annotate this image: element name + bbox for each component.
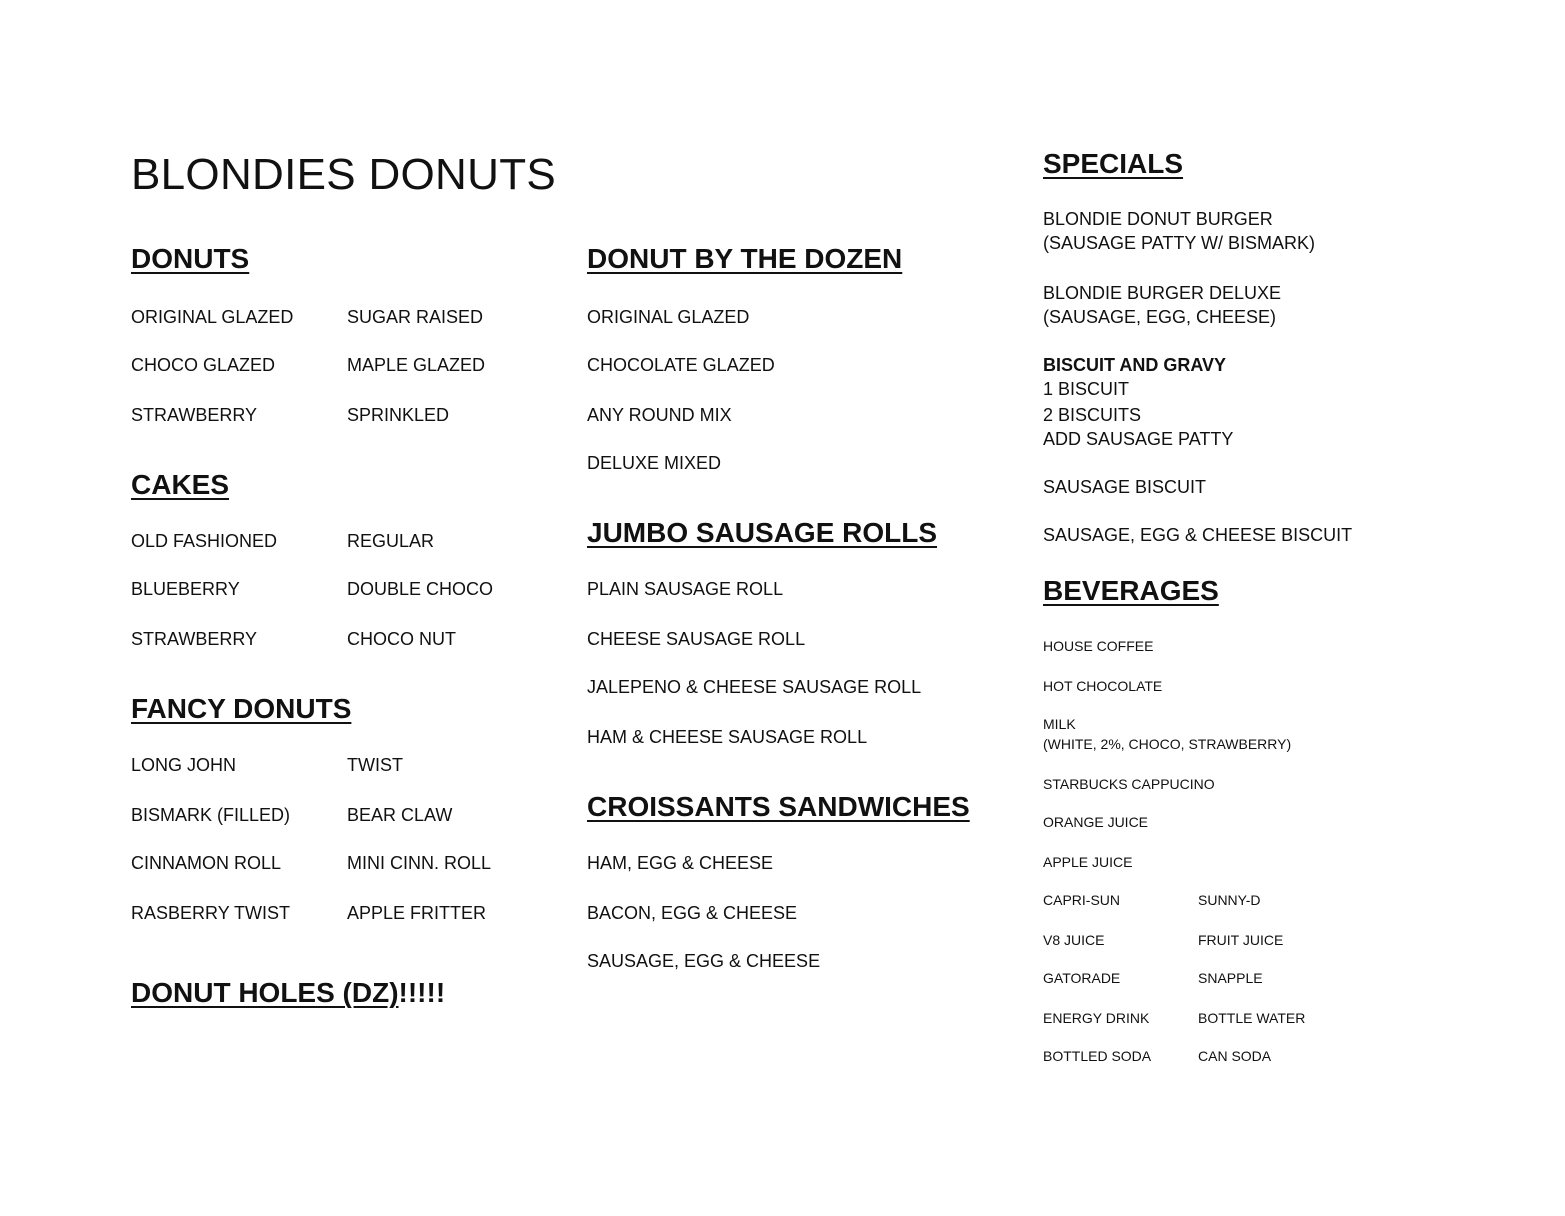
sausage-roll-item: JALEPENO & CHEESE SAUSAGE ROLL: [587, 677, 922, 697]
beverage-item: STARBUCKS CAPPUCINO: [1043, 776, 1215, 792]
croissant-item: SAUSAGE, EGG & CHEESE: [587, 951, 821, 971]
cake-item: OLD FASHIONED: [131, 531, 278, 551]
fancy-item: RASBERRY TWIST: [131, 903, 291, 923]
donut-holes-label: DONUT HOLES (DZ): [131, 977, 399, 1008]
croissant-item: HAM, EGG & CHEESE: [587, 853, 774, 873]
croissant-item: BACON, EGG & CHEESE: [587, 903, 798, 923]
donut-item: MAPLE GLAZED: [347, 355, 486, 375]
dozen-item: CHOCOLATE GLAZED: [587, 355, 775, 375]
cake-item: STRAWBERRY: [131, 629, 258, 649]
biscuit-gravy-item: 1 BISCUIT: [1043, 379, 1130, 399]
donut-item: SPRINKLED: [347, 405, 450, 425]
fancy-item: BEAR CLAW: [347, 805, 453, 825]
special-item-detail: (SAUSAGE PATTY W/ BISMARK): [1043, 233, 1316, 253]
cake-item: BLUEBERRY: [131, 579, 240, 599]
beverage-item-detail: (WHITE, 2%, CHOCO, STRAWBERRY): [1043, 736, 1292, 752]
sausage-rolls-heading: JUMBO SAUSAGE ROLLS: [587, 517, 938, 548]
beverage-item: MILK: [1043, 716, 1076, 732]
beverage-item: SUNNY-D: [1198, 892, 1261, 908]
beverage-item: BOTTLE WATER: [1198, 1010, 1306, 1026]
beverage-item: APPLE JUICE: [1043, 854, 1133, 870]
dozen-item: ANY ROUND MIX: [587, 405, 732, 425]
beverage-item: BOTTLED SODA: [1043, 1048, 1152, 1064]
beverage-item: V8 JUICE: [1043, 932, 1105, 948]
cakes-heading: CAKES: [131, 469, 230, 500]
dozen-heading: DONUT BY THE DOZEN: [587, 243, 903, 274]
beverage-item: FRUIT JUICE: [1198, 932, 1284, 948]
fancy-item: CINNAMON ROLL: [131, 853, 282, 873]
biscuit-gravy-item: ADD SAUSAGE PATTY: [1043, 429, 1234, 449]
donut-item: SUGAR RAISED: [347, 307, 484, 327]
fancy-item: LONG JOHN: [131, 755, 237, 775]
menu-title: BLONDIES DONUTS: [131, 150, 557, 199]
fancy-item: APPLE FRITTER: [347, 903, 487, 923]
donut-holes-exclaim: !!!!!: [398, 977, 446, 1008]
donut-holes-heading: [131, 977, 445, 1009]
fancy-item: BISMARK (FILLED): [131, 805, 291, 825]
special-item: SAUSAGE BISCUIT: [1043, 477, 1207, 497]
special-item: BLONDIE BURGER DELUXE: [1043, 283, 1282, 303]
cake-item: REGULAR: [347, 531, 435, 551]
beverage-item: ENERGY DRINK: [1043, 1010, 1150, 1026]
donut-item: ORIGINAL GLAZED: [131, 307, 294, 327]
beverage-item: GATORADE: [1043, 970, 1121, 986]
special-item: SAUSAGE, EGG & CHEESE BISCUIT: [1043, 525, 1353, 545]
fancy-item: TWIST: [347, 755, 403, 775]
croissants-heading: CROISSANTS SANDWICHES: [587, 791, 970, 822]
dozen-item: DELUXE MIXED: [587, 453, 722, 473]
fancy-donuts-heading: FANCY DONUTS: [131, 693, 352, 724]
biscuit-gravy-heading: BISCUIT AND GRAVY: [1043, 355, 1227, 375]
beverage-item: CAPRI-SUN: [1043, 892, 1121, 908]
beverage-item: SNAPPLE: [1198, 970, 1263, 986]
beverage-item: HOUSE COFFEE: [1043, 638, 1154, 654]
dozen-item: ORIGINAL GLAZED: [587, 307, 750, 327]
sausage-roll-item: PLAIN SAUSAGE ROLL: [587, 579, 784, 599]
special-item: BLONDIE DONUT BURGER: [1043, 209, 1273, 229]
beverage-item: HOT CHOCOLATE: [1043, 678, 1163, 694]
cake-item: DOUBLE CHOCO: [347, 579, 494, 599]
donut-item: STRAWBERRY: [131, 405, 258, 425]
cake-item: CHOCO NUT: [347, 629, 456, 649]
biscuit-gravy-item: 2 BISCUITS: [1043, 405, 1142, 425]
beverages-heading: BEVERAGES: [1043, 575, 1219, 606]
donut-item: CHOCO GLAZED: [131, 355, 276, 375]
special-item-detail: (SAUSAGE, EGG, CHEESE): [1043, 307, 1277, 327]
beverage-item: CAN SODA: [1198, 1048, 1272, 1064]
sausage-roll-item: HAM & CHEESE SAUSAGE ROLL: [587, 727, 868, 747]
sausage-roll-item: CHEESE SAUSAGE ROLL: [587, 629, 806, 649]
specials-heading: SPECIALS: [1043, 148, 1184, 179]
beverage-item: ORANGE JUICE: [1043, 814, 1149, 830]
fancy-item: MINI CINN. ROLL: [347, 853, 492, 873]
donuts-heading: DONUTS: [131, 243, 250, 274]
